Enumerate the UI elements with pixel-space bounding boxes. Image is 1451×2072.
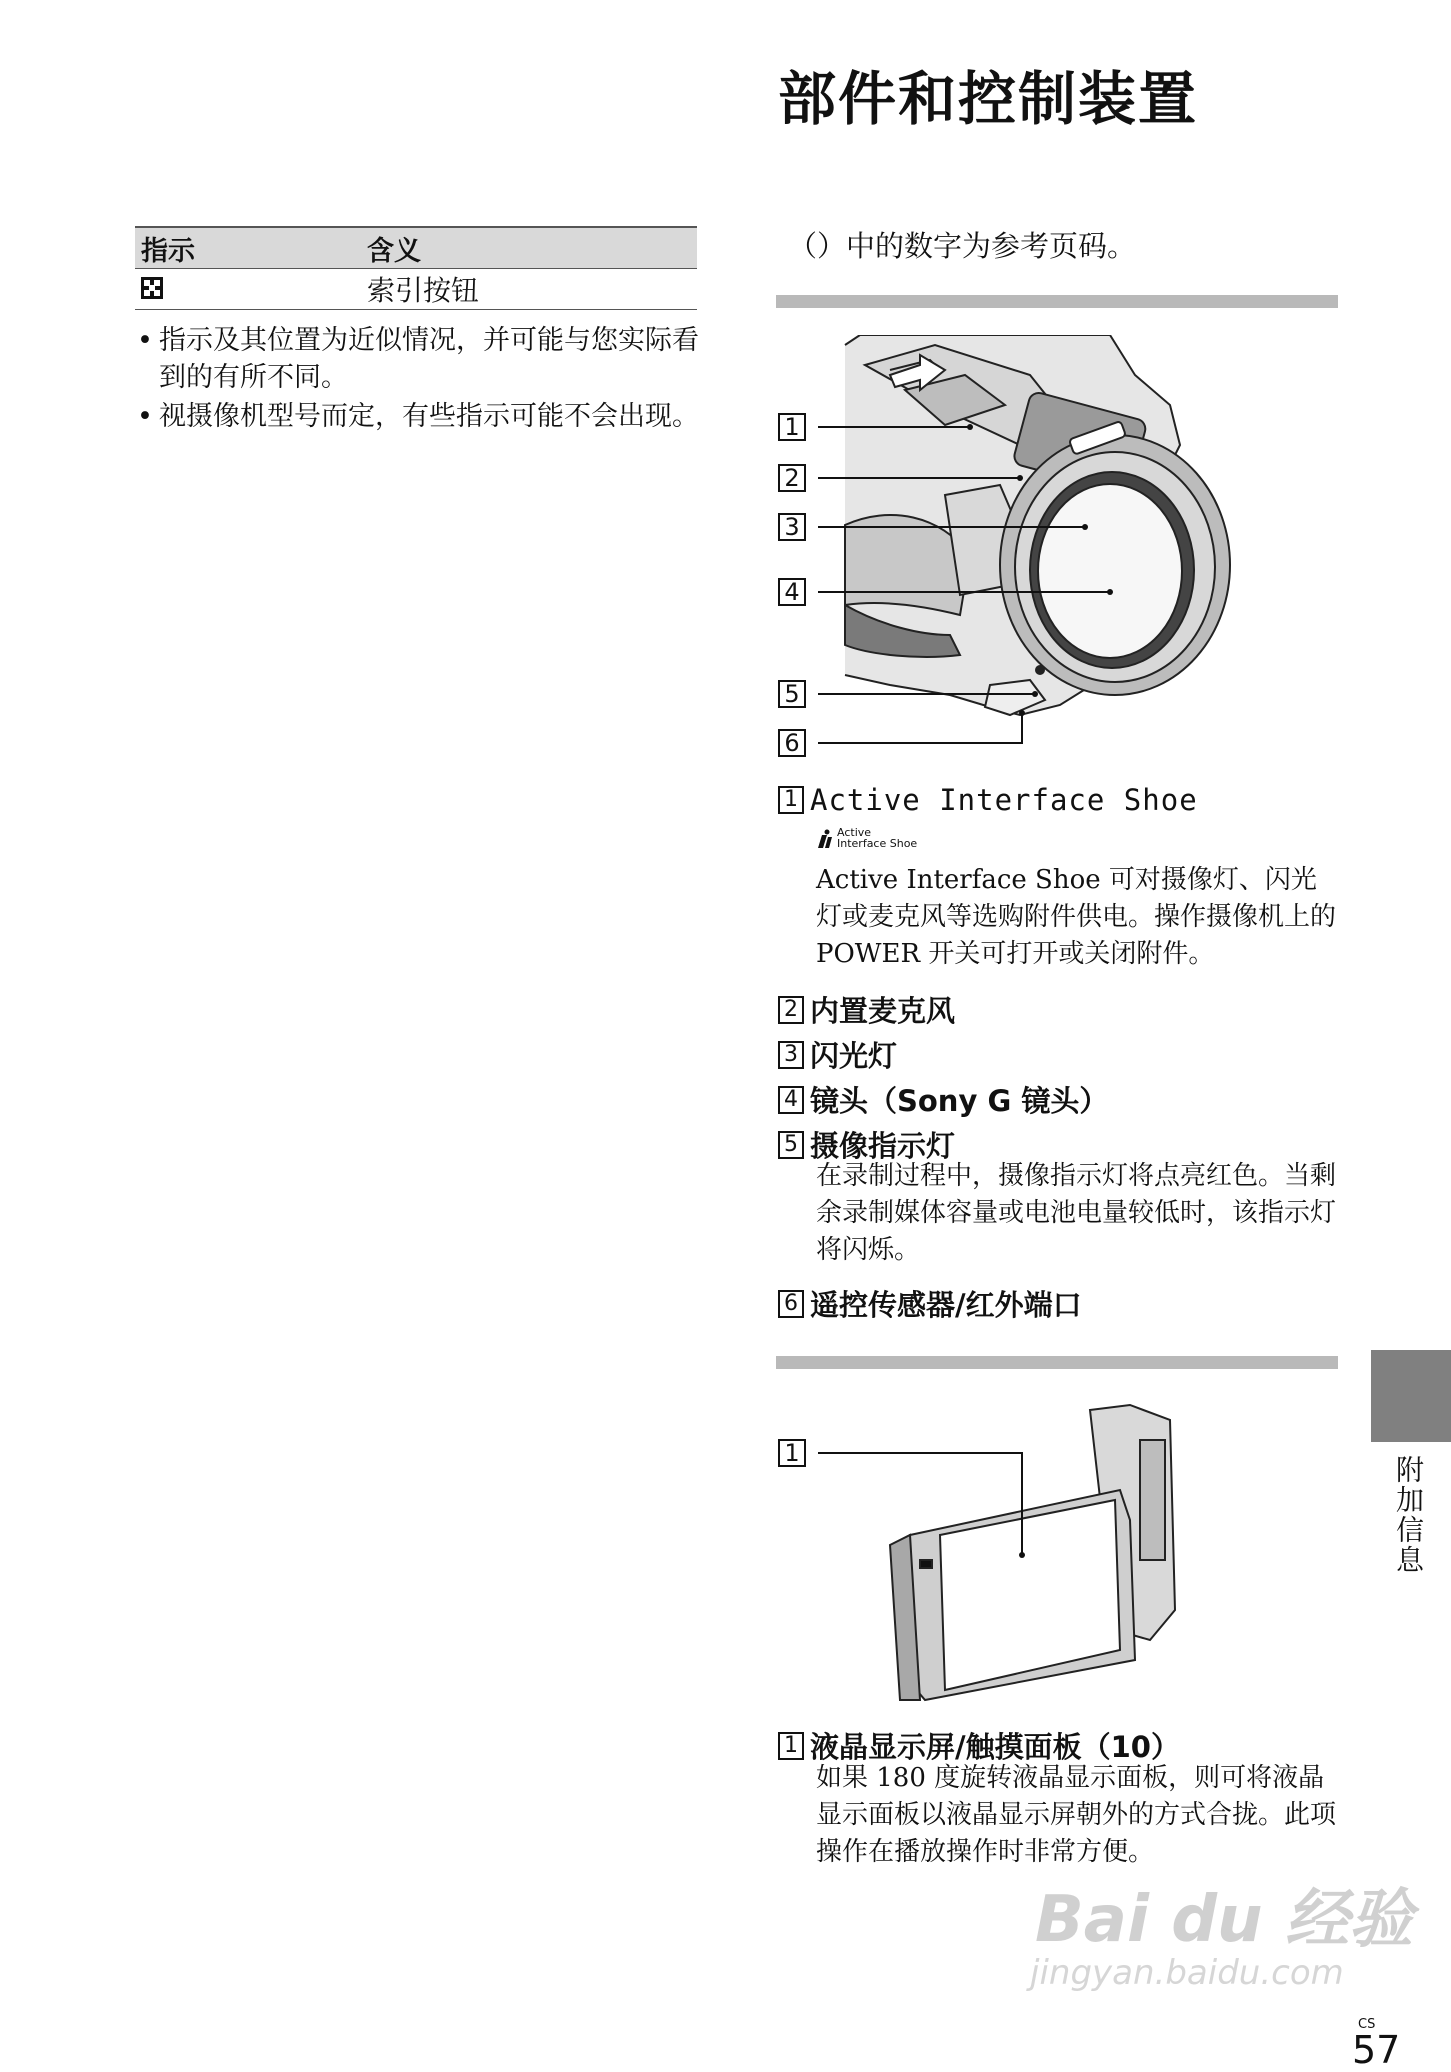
item-label: Active Interface Shoe <box>810 783 1198 817</box>
header-meaning: 含义 <box>367 235 421 267</box>
item-4: 4 镜头（Sony G 镜头） <box>778 1079 1108 1120</box>
item-number: 1 <box>778 786 804 814</box>
table-row <box>135 269 697 310</box>
section-divider <box>776 295 1338 308</box>
callout-6: 6 <box>778 729 806 757</box>
item-2: 2 内置麦克风 <box>778 989 955 1030</box>
item-label: 镜头（Sony G 镜头） <box>810 1084 1109 1118</box>
item-6: 6 遥控传感器/红外端口 <box>778 1283 1082 1324</box>
lcd-item: 1 液晶显示屏/触摸面板（10） <box>778 1725 1180 1766</box>
section-divider <box>776 1356 1338 1369</box>
page-title: 部件和控制装置 <box>778 65 1199 133</box>
row-meaning: 索引按钮 <box>367 274 480 307</box>
interface-shoe-icon <box>816 829 834 849</box>
lcd-callout-1: 1 <box>778 1439 806 1467</box>
callout-1: 1 <box>778 413 806 441</box>
callout-5: 5 <box>778 680 806 708</box>
item-1 <box>778 783 1198 817</box>
item-5: 5 摄像指示灯 <box>778 1124 955 1165</box>
note-item: • 视摄像机型号而定，有些指示可能不会出现。 <box>135 398 705 435</box>
reference-note: （）中的数字为参考页码。 <box>788 229 1137 263</box>
camcorder-front-illustration <box>770 335 1250 765</box>
item-label: 遥控传感器/红外端口 <box>810 1288 1082 1322</box>
callout-2: 2 <box>778 464 806 492</box>
callout-4: 4 <box>778 578 806 606</box>
indicator-table <box>135 226 697 310</box>
header-indicator: 指示 <box>141 235 195 267</box>
table-header <box>135 226 697 269</box>
item-3: 3 闪光灯 <box>778 1034 897 1075</box>
lcd-panel-illustration <box>770 1400 1190 1720</box>
callout-3: 3 <box>778 513 806 541</box>
section-tab-label: 附加信息 <box>1392 1455 1425 1575</box>
note-item: • 指示及其位置为近似情况，并可能与您实际看到的有所不同。 <box>135 322 705 396</box>
index-button-icon <box>141 277 163 299</box>
active-interface-shoe-logo: Active Interface Shoe <box>816 827 917 849</box>
notes-list <box>135 322 705 437</box>
section-tab <box>1371 1350 1451 1442</box>
item-5-description: 在录制过程中，摄像指示灯将点亮红色。当剩余录制媒体容量或电池电量较低时，该指示灯将闪烁。 <box>816 1161 1337 1265</box>
page-language: CS <box>1358 2017 1376 2032</box>
item-label: 摄像指示灯 <box>810 1129 956 1163</box>
item-label: 闪光灯 <box>810 1039 898 1073</box>
watermark-url: jingyan.baidu.com <box>1030 1953 1344 1993</box>
item-label: 液晶显示屏/触摸面板（10） <box>810 1730 1180 1764</box>
lcd-description: 如果 180 度旋转液晶显示面板，则可将液晶显示面板以液晶显示屏朝外的方式合拢。此项操作在播放操作时非常方便。 <box>816 1763 1337 1867</box>
page-number: 57 <box>1352 2028 1401 2072</box>
watermark-logo: Bai du 经验 <box>1035 1883 1413 1957</box>
item-1-description: Active Interface Shoe 可对摄像灯、闪光灯或麦克风等选购附件供电。操作摄像机上的 POWER 开关可打开或关闭附件。 <box>816 865 1337 969</box>
item-label: 内置麦克风 <box>810 994 956 1028</box>
